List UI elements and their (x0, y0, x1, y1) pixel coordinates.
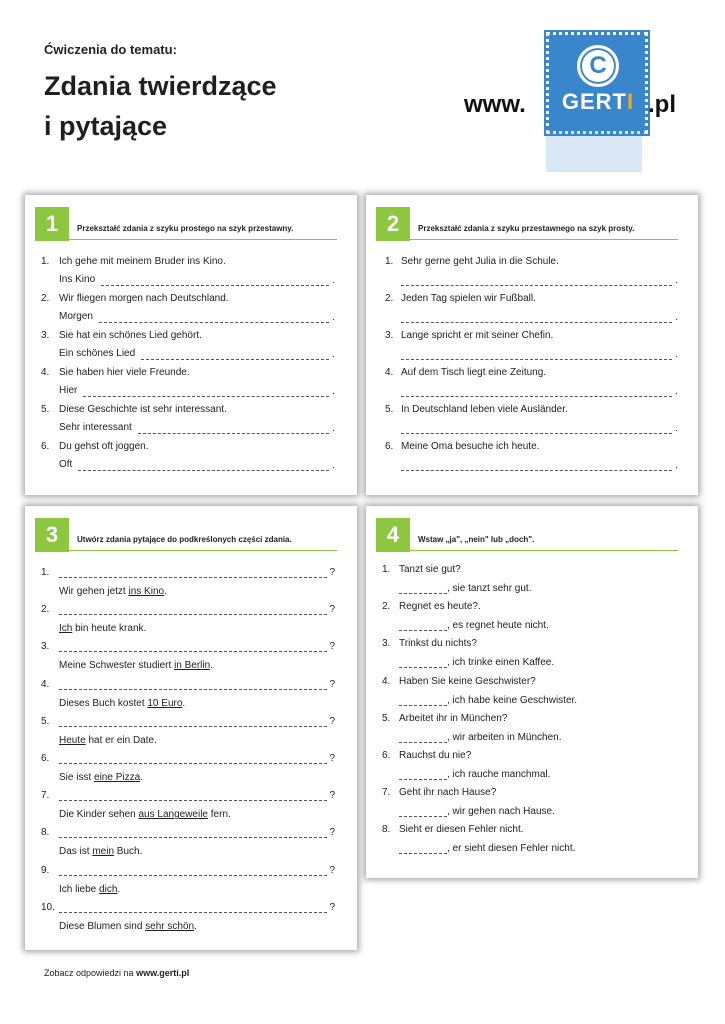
title-line-2: i pytające (44, 111, 168, 141)
underlined-part: mein (92, 846, 115, 858)
sentence-part: Meine Schwester studiert (59, 660, 175, 672)
answer-sentence (59, 845, 142, 859)
item-number: 1. (41, 567, 50, 578)
item-number: 5. (385, 404, 394, 415)
divider (35, 550, 337, 551)
answer-line[interactable] (401, 396, 672, 397)
question: Haben Sie keine Geschwister? (399, 675, 536, 687)
answer-line[interactable] (59, 689, 327, 690)
answer-line[interactable] (59, 614, 327, 615)
item-number: 3. (41, 330, 50, 341)
item-number: 4. (41, 678, 50, 690)
sentence-part: . (194, 920, 197, 932)
page-subtitle: Ćwiczenia do tematu: (44, 42, 177, 57)
item-number: 7. (382, 787, 391, 799)
gerti-logo[interactable] (458, 30, 688, 180)
underlined-part: 10 Euro (147, 697, 183, 709)
underlined-part: dich (99, 883, 118, 895)
sentence: Ich gehe mit meinem Bruder ins Kino. (59, 256, 226, 267)
item-number: 10. (41, 901, 55, 913)
item-number: 4. (385, 367, 394, 378)
end-punct: . (332, 386, 335, 397)
exercise-instruction: Przekształć zdania z szyku prostego na szyk przestawny. (77, 224, 294, 233)
end-punct: . (675, 460, 678, 471)
exercise-2-card (366, 195, 698, 495)
sentence: Auf dem Tisch liegt eine Zeitung. (401, 367, 547, 378)
divider (35, 239, 337, 240)
answer-rest: , es regnet heute nicht. (447, 620, 549, 632)
item-number: 5. (41, 404, 50, 415)
end-punct: ? (329, 641, 335, 653)
answer-line[interactable] (59, 875, 327, 876)
footer-note: Zobacz odpowiedzi na www.gerti.pl (44, 968, 190, 978)
end-punct: ? (329, 753, 335, 764)
answer-line[interactable] (141, 359, 329, 360)
sentence-part: . (140, 772, 143, 783)
underlined-part: Heute (59, 734, 86, 746)
exercise-number: 1 (35, 207, 69, 241)
answer-line[interactable] (399, 816, 447, 817)
underlined-part: eine Pizza (94, 772, 141, 783)
sentence: Diese Geschichte ist sehr interessant. (59, 404, 227, 415)
end-punct: . (675, 275, 678, 286)
end-punct: . (332, 275, 335, 286)
sentence-part: Dieses Buch kostet (59, 697, 148, 709)
sentence: Sie hat ein schönes Lied gehört. (59, 330, 202, 341)
end-punct: ? (329, 790, 335, 802)
item-number: 6. (41, 441, 50, 452)
item-number: 1. (41, 256, 50, 267)
logo-reflection (464, 122, 684, 172)
question: Geht ihr nach Hause? (399, 787, 497, 799)
end-punct: . (675, 312, 678, 323)
answer-line[interactable] (59, 800, 327, 801)
page-title (44, 66, 277, 146)
copyright-icon: C (577, 45, 619, 87)
sentence: Du gehst oft joggen. (59, 441, 149, 452)
question: Sieht er diesen Fehler nicht. (399, 824, 524, 836)
item-number: 2. (41, 604, 50, 616)
logo-tld: .pl (648, 91, 676, 118)
sentence-part: fern. (208, 809, 231, 821)
answer-sentence (59, 808, 231, 822)
item-number: 8. (41, 827, 50, 839)
answer-line[interactable] (399, 630, 447, 631)
answer-line[interactable] (401, 322, 672, 323)
exercise-4-card (366, 506, 698, 878)
sentence-part: Das ist (59, 846, 93, 858)
sentence-start: Ins Kino (59, 274, 96, 285)
item-number: 5. (382, 712, 391, 724)
divider (376, 239, 678, 240)
question: Rauchst du nie? (399, 750, 472, 761)
item-number: 2. (41, 293, 50, 304)
sentence: In Deutschland leben viele Ausländer. (401, 404, 568, 415)
sentence-part: Die Kinder sehen (59, 809, 139, 821)
answer-line[interactable] (401, 359, 672, 360)
answer-line[interactable] (399, 593, 447, 594)
sentence-part: bin heute krank. (72, 623, 147, 635)
item-number: 1. (382, 564, 391, 575)
answer-sentence (59, 734, 157, 748)
item-number: 8. (382, 824, 391, 836)
underlined-part: sehr schön (145, 920, 195, 932)
answer-sentence (59, 883, 120, 897)
sentence-start: Ein schönes Lied (59, 348, 136, 359)
end-punct: ? (329, 678, 335, 690)
answer-line[interactable] (59, 763, 327, 764)
answer-sentence (59, 659, 213, 673)
exercise-number: 3 (35, 518, 69, 552)
answer-line[interactable] (401, 285, 672, 286)
sentence-start: Morgen (59, 311, 93, 322)
underlined-part: aus Langeweile (138, 809, 208, 821)
answer-line[interactable] (59, 651, 327, 652)
underlined-part: Ich (59, 623, 73, 635)
item-number: 4. (382, 675, 391, 687)
sentence-part: Buch. (114, 846, 143, 858)
answer-line[interactable] (399, 667, 447, 668)
sentence-start: Oft (59, 459, 73, 470)
answer-rest: , ich rauche manchmal. (447, 769, 551, 780)
end-punct: . (675, 349, 678, 360)
title-line-1: Zdania twierdzące (44, 71, 277, 101)
sentence-part: hat er ein Date. (85, 734, 157, 746)
answer-line[interactable] (99, 322, 329, 323)
sentence-part: . (117, 883, 121, 895)
end-punct: ? (329, 604, 335, 616)
answer-sentence (59, 585, 167, 599)
end-punct: . (332, 312, 335, 323)
answer-rest: , ich trinke einen Kaffee. (447, 657, 555, 669)
answer-rest: , ich habe keine Geschwister. (447, 694, 578, 706)
answer-line[interactable] (83, 396, 329, 397)
sentence: Wir fliegen morgen nach Deutschland. (59, 293, 229, 304)
exercise-number: 2 (376, 207, 410, 241)
answer-line[interactable] (101, 285, 329, 286)
item-number: 6. (41, 753, 50, 764)
sentence-part: . (164, 586, 167, 597)
answer-line[interactable] (399, 705, 447, 706)
end-punct: ? (329, 827, 335, 839)
item-number: 3. (41, 641, 50, 653)
sentence-start: Hier (59, 385, 78, 396)
answer-line[interactable] (401, 470, 672, 471)
answer-sentence (59, 771, 143, 785)
exercise-instruction: Wstaw „ja", „nein" lub „doch". (418, 535, 535, 544)
sentence-part: Wir gehen jetzt (59, 586, 129, 597)
answer-line[interactable] (399, 742, 447, 743)
answer-sentence (59, 920, 197, 934)
item-number: 6. (385, 441, 394, 452)
answer-line[interactable] (59, 912, 327, 913)
item-number: 1. (385, 256, 394, 267)
answer-line[interactable] (399, 779, 447, 780)
answer-rest: , er sieht diesen Fehler nicht. (447, 843, 576, 855)
answer-line[interactable] (401, 433, 672, 434)
end-punct: . (332, 423, 335, 434)
sentence-part: Sie isst (59, 772, 95, 783)
answer-line[interactable] (59, 726, 327, 727)
end-punct: ? (329, 901, 335, 913)
underlined-part: ins Kino (128, 586, 165, 597)
exercise-3-card (25, 506, 357, 950)
sentence: Sehr gerne geht Julia in die Schule. (401, 256, 559, 267)
sentence-start: Sehr interessant (59, 422, 132, 433)
item-number: 3. (382, 638, 391, 650)
question: Tanzt sie gut? (399, 564, 461, 575)
exercise-instruction: Przekształć zdania z szyku przestawnego na szyk prosty. (418, 224, 635, 233)
answer-line[interactable] (78, 470, 329, 471)
item-number: 3. (385, 330, 394, 341)
end-punct: . (332, 349, 335, 360)
item-number: 7. (41, 790, 50, 802)
answer-line[interactable] (59, 577, 327, 578)
answer-sentence (59, 697, 185, 711)
answer-line[interactable] (399, 853, 447, 854)
answer-rest: , wir arbeiten in München. (447, 731, 562, 743)
answer-rest: , sie tanzt sehr gut. (447, 583, 532, 594)
item-number: 2. (385, 293, 394, 304)
item-number: 4. (41, 367, 50, 378)
end-punct: ? (329, 715, 335, 727)
exercise-1-card (25, 195, 357, 495)
item-number: 5. (41, 715, 50, 727)
answer-line[interactable] (138, 433, 329, 434)
footer-link[interactable]: www.gerti.pl (136, 968, 190, 978)
answer-sentence (59, 622, 146, 636)
answer-line[interactable] (59, 837, 327, 838)
item-number: 2. (382, 601, 391, 613)
sentence: Sie haben hier viele Freunde. (59, 367, 190, 378)
item-number: 6. (382, 750, 391, 761)
end-punct: ? (329, 864, 335, 876)
sentence: Lange spricht er mit seiner Chefin. (401, 330, 554, 341)
end-punct: ? (329, 567, 335, 578)
end-punct: . (675, 423, 678, 434)
divider (376, 550, 678, 551)
sentence: Jeden Tag spielen wir Fußball. (401, 293, 536, 304)
question: Trinkst du nichts? (399, 638, 477, 650)
logo-www: www. (464, 91, 526, 118)
sentence-part: . (210, 660, 213, 672)
exercise-instruction: Utwórz zdania pytające do podkreślonych części zdania. (77, 535, 292, 544)
sentence-part: Diese Blumen sind (59, 920, 146, 932)
sentence-part: . (182, 697, 186, 709)
question: Regnet es heute?. (399, 601, 481, 613)
end-punct: . (675, 386, 678, 397)
logo-brand: GERTI (561, 89, 635, 114)
underlined-part: in Berlin (174, 660, 211, 672)
end-punct: . (332, 460, 335, 471)
logo-stamp (546, 32, 648, 134)
item-number: 9. (41, 864, 50, 876)
sentence-part: Ich liebe (59, 883, 100, 895)
question: Arbeitet ihr in München? (399, 712, 508, 724)
answer-rest: , wir gehen nach Hause. (447, 806, 555, 818)
exercise-number: 4 (376, 518, 410, 552)
sentence: Meine Oma besuche ich heute. (401, 441, 540, 452)
